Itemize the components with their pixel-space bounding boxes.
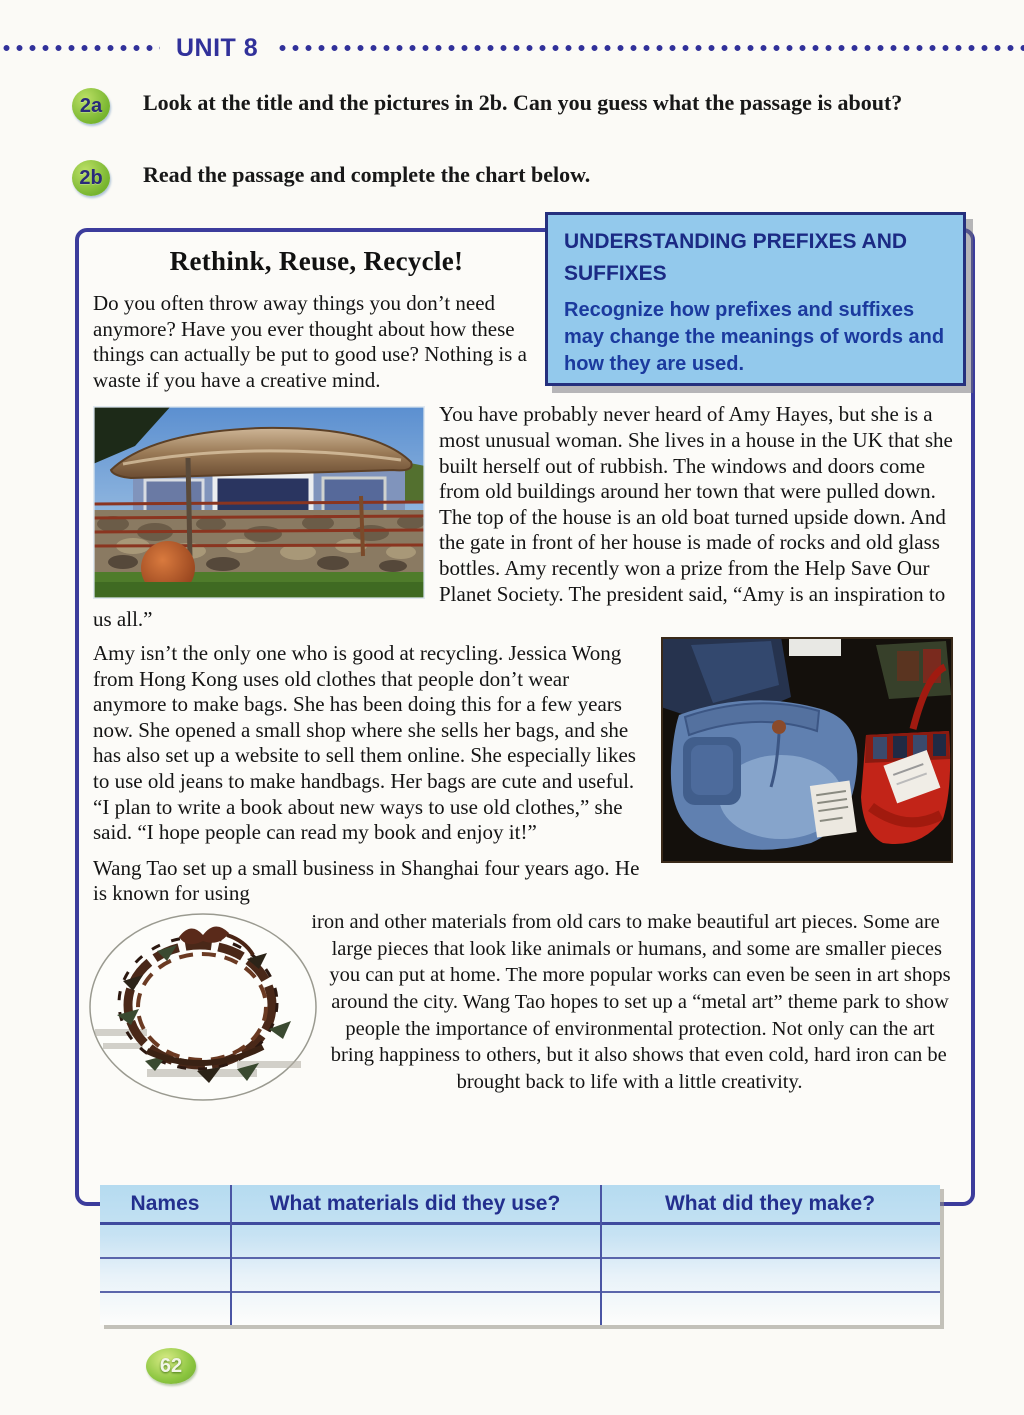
- chart-header-names: Names: [130, 1191, 200, 1215]
- chart-cell: [100, 1293, 230, 1325]
- paragraph-4-rest-text: iron and other materials from old cars to make beautiful art pieces. Some are large pieces that look like animals or humans, and some are smaller pieces you can put at home. The more popular works can even be seen in art shops around the city. Wang Tao hopes to set up a “metal art” theme park to show people the importance of environmental protection. Not only can the art bring happiness to others, but it also shows that even cold, hard iron can be brought back to life with a little creativity.: [311, 911, 951, 1093]
- chart-column-divider: [230, 1185, 232, 1325]
- chart-cell: [600, 1293, 940, 1325]
- chart-header-materials: What materials did they use?: [269, 1191, 561, 1215]
- bags-photo: [661, 637, 953, 863]
- chart-cell: [230, 1293, 600, 1325]
- paragraph-2-text: You have probably never heard of Amy Hayes, but she is a most unusual woman. She lives in a house in the UK that she built herself out of rubbish. The windows and doors come from old buildings around her town that were pulled down. The top of the house is an old boat turned upside down. And the gate in front of her house is made of rocks and old glass bottles. Amy recently won a prize from the Help Save Our Planet Society. The president said, “Amy is an inspiration to us all.”: [93, 402, 953, 632]
- chart-table: [100, 1185, 940, 1325]
- chart-cell: [600, 1225, 940, 1257]
- paragraph-4-rest: [93, 909, 953, 1095]
- chart-header-made: What did they make?: [664, 1191, 876, 1215]
- chart-cell: [600, 1259, 940, 1291]
- chart-cell: [230, 1259, 600, 1291]
- chart-row: [100, 1293, 940, 1325]
- strategy-title: UNDERSTANDING PREFIXES AND SUFFIXES: [564, 230, 908, 285]
- chart-row: [100, 1225, 940, 1259]
- page-number-badge: 62: [146, 1348, 196, 1384]
- paragraph-3: [93, 641, 953, 846]
- dotted-rule-left: [0, 41, 160, 55]
- paragraph-4-intro: Wang Tao set up a small business in Shanghai four years ago. He is known for using: [93, 855, 640, 906]
- dotted-rule-right: [276, 41, 1024, 55]
- chart-row: [100, 1259, 940, 1293]
- paragraph-3-text: Amy isn’t the only one who is good at recycling. Jessica Wong from Hong Kong uses old clothes that people don’t wear anymore to make bags. She has been doing this for a few years now. She opened a small shop where she sells her bags, and she has also set up a website to sell them online. She especially likes to use old jeans to make handbags. Her bags are cute and useful. “I plan to write a book about new ways to use old clothes,” she said. “I hope people can read my book and enjoy it!”: [93, 640, 636, 845]
- passage-title: Rethink, Reuse, Recycle!: [169, 246, 464, 276]
- unit-label: UNIT 8: [176, 33, 259, 62]
- passage-intro-column: [93, 246, 540, 393]
- chart-cell: [100, 1225, 230, 1257]
- chart-cell: [230, 1225, 600, 1257]
- chart-header-row: [100, 1185, 940, 1225]
- metal-wreath-photo: [87, 911, 319, 1103]
- chart-column-divider: [600, 1185, 602, 1325]
- paragraph-2: [93, 402, 953, 632]
- house-photo: [93, 406, 425, 599]
- chart-cell: [100, 1259, 230, 1291]
- task-2b: [72, 160, 973, 196]
- task-text-2a: Look at the title and the pictures in 2b. Can you guess what the passage is about?: [143, 90, 903, 115]
- reading-strategy-box: [545, 212, 966, 386]
- task-badge-2b: 2b: [72, 160, 110, 196]
- task-text-2b: Read the passage and complete the chart below.: [143, 162, 591, 187]
- strategy-body: Recognize how prefixes and suffixes may change the meanings of words and how they are used.: [564, 299, 945, 375]
- task-badge-2a: 2a: [72, 88, 110, 124]
- task-2a: [72, 88, 973, 124]
- unit-header-rule: [0, 33, 1024, 62]
- paragraph-1: Do you often throw away things you don’t need anymore? Have you ever thought about how these things can actually be put to good use? Nothing is a waste if you have a creative mind.: [93, 291, 527, 392]
